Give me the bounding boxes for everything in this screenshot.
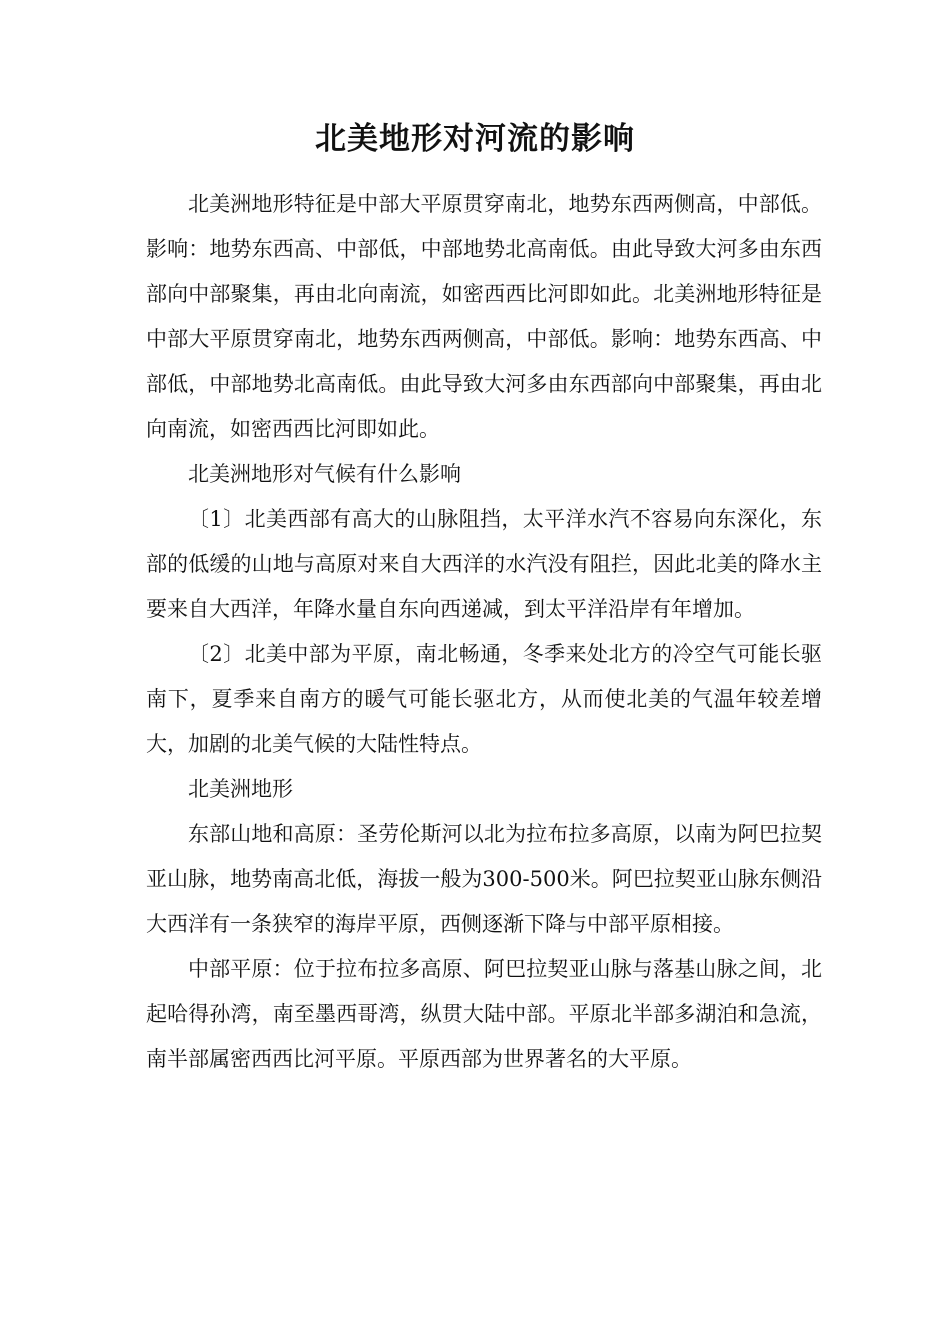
document-body	[146, 182, 822, 1082]
paragraph-climate-point-1: 〔1〕北美西部有高大的山脉阻挡，太平洋水汽不容易向东深化，东部的低缓的山地与高原对来自大西洋的水汽没有阻拦，因此北美的降水主要来自大西洋，年降水量自东向西递减，到太平洋沿岸有年增加。	[146, 507, 822, 621]
paragraph-climate-heading: 北美洲地形对气候有什么影响	[188, 462, 461, 486]
paragraph-climate-point-2: 〔2〕北美中部为平原，南北畅通，冬季来处北方的冷空气可能长驱南下，夏季来自南方的暖气可能长驱北方，从而使北美的气温年较差增大，加剧的北美气候的大陆性特点。	[146, 642, 822, 756]
paragraph-eastern-highlands: 东部山地和高原：圣劳伦斯河以北为拉布拉多高原，以南为阿巴拉契亚山脉，地势南高北低，海拔一般为300-500米。阿巴拉契亚山脉东侧沿大西洋有一条狭窄的海岸平原，西侧逐渐下降与中部平原相接。	[146, 822, 822, 936]
paragraph-terrain-heading: 北美洲地形	[188, 777, 293, 801]
paragraph-terrain-rivers: 北美洲地形特征是中部大平原贯穿南北，地势东西两侧高，中部低。影响：地势东西高、中部低，中部地势北高南低。由此导致大河多由东西部向中部聚集，再由北向南流，如密西西比河即如此。北美洲地形特征是中部大平原贯穿南北，地势东西两侧高，中部低。影响：地势东西高、中部低，中部地势北高南低。由此导致大河多由东西部向中部聚集，再由北向南流，如密西西比河即如此。	[146, 192, 822, 441]
paragraph-central-plains: 中部平原：位于拉布拉多高原、阿巴拉契亚山脉与落基山脉之间，北起哈得孙湾，南至墨西哥湾，纵贯大陆中部。平原北半部多湖泊和急流，南半部属密西西比河平原。平原西部为世界著名的大平原。	[146, 957, 822, 1071]
document-title: 北美地形对河流的影响	[315, 121, 635, 157]
